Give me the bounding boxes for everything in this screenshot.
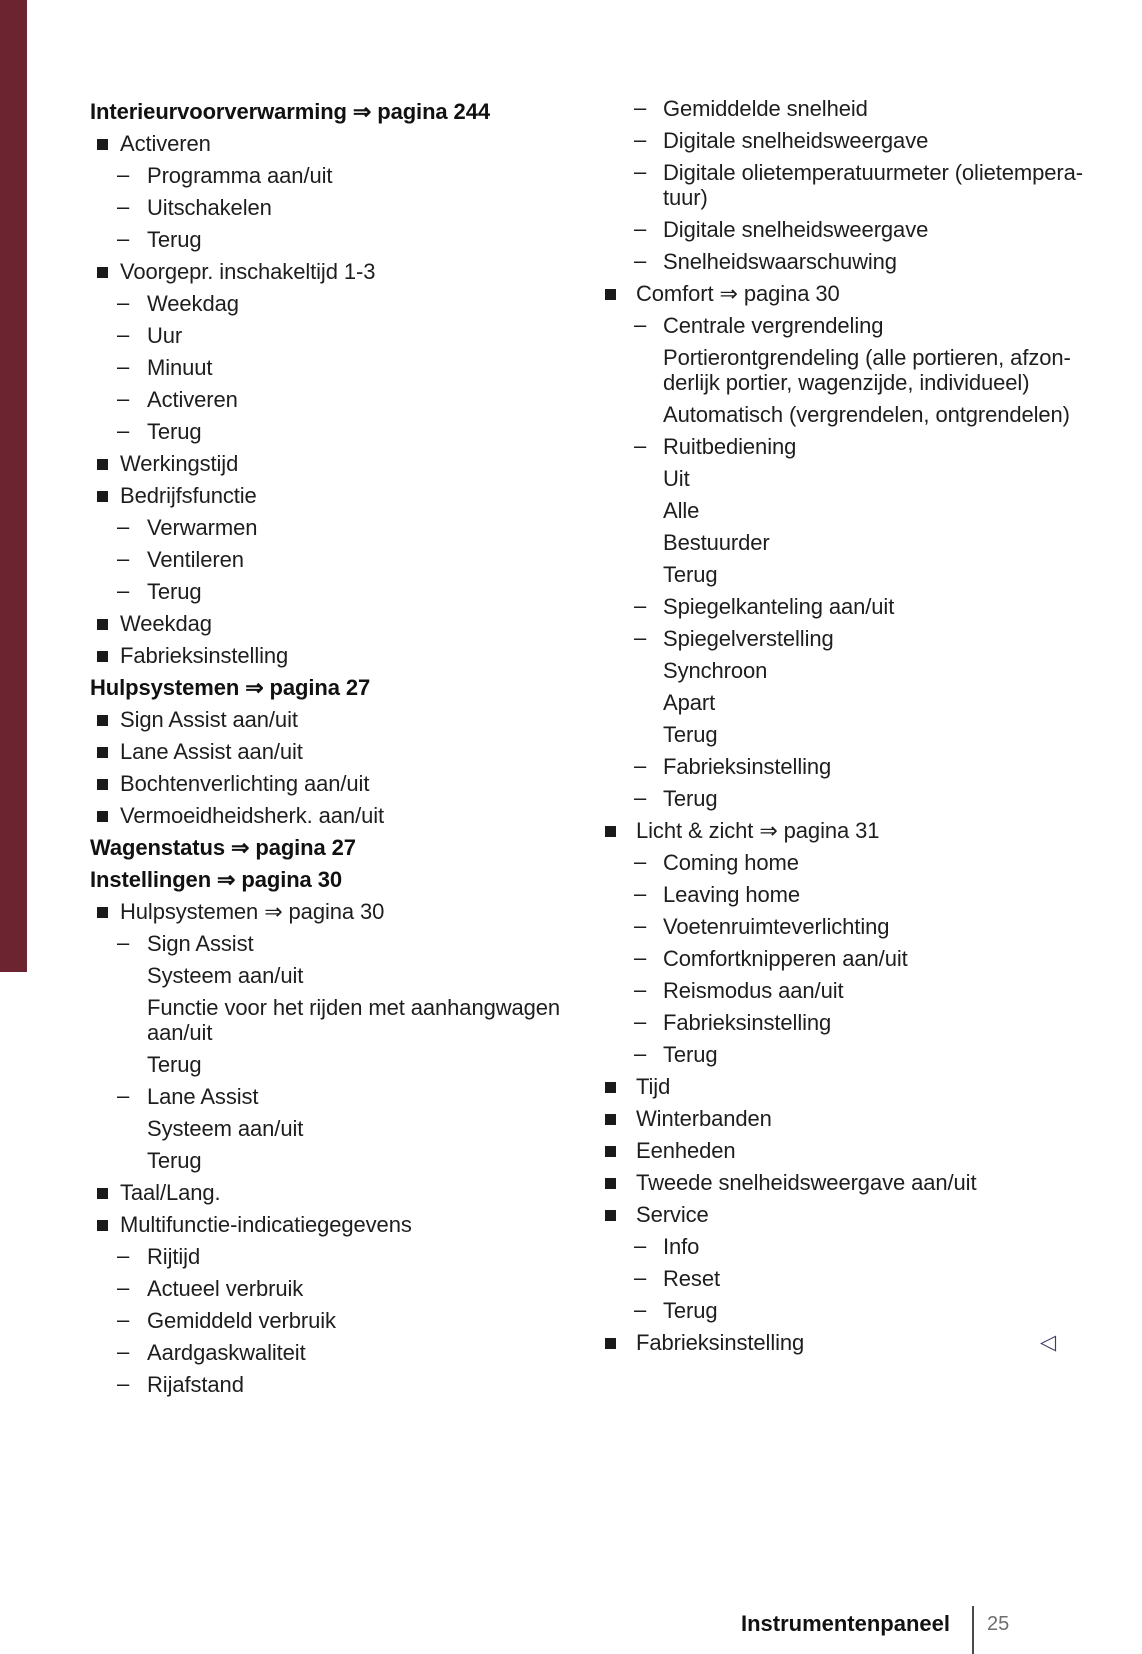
menu-item: Terug <box>147 1148 202 1173</box>
menu-item: Activeren <box>120 131 211 156</box>
bullet-icon <box>97 747 108 758</box>
bullet-icon <box>97 267 108 278</box>
menu-item: Ventileren <box>147 547 244 572</box>
section-heading: Hulpsystemen ⇒ pagina 27 <box>90 675 371 700</box>
dash-icon: – <box>634 977 647 1002</box>
dash-icon: – <box>634 312 647 337</box>
menu-item: Terug <box>147 419 202 444</box>
menu-item: Digitale snelheidsweergave <box>663 217 929 242</box>
dash-icon: – <box>117 194 130 219</box>
menu-item: Bedrijfsfunctie <box>120 483 257 508</box>
footer-section-label: Instrumentenpaneel <box>740 1611 950 1636</box>
menu-item: Gemiddeld verbruik <box>147 1308 336 1333</box>
bullet-icon <box>605 1146 616 1157</box>
menu-item: Uur <box>147 323 183 348</box>
menu-item: Multifunctie-indicatiegegevens <box>120 1212 412 1237</box>
bullet-icon <box>605 826 616 837</box>
menu-item: Programma aan/uit <box>147 163 333 188</box>
dash-icon: – <box>117 1083 130 1108</box>
dash-icon: – <box>117 290 130 315</box>
menu-item: Sign Assist <box>147 931 254 956</box>
menu-item: Minuut <box>147 355 213 380</box>
menu-item: Weekdag <box>120 611 212 636</box>
menu-item: Coming home <box>663 850 799 875</box>
menu-item: Service <box>636 1202 709 1227</box>
dash-icon: – <box>634 881 647 906</box>
menu-item: Portierontgrendeling (alle portieren, afzon- <box>663 345 1071 370</box>
menu-item: Synchroon <box>663 658 768 683</box>
bullet-icon <box>97 491 108 502</box>
bullet-icon <box>605 1114 616 1125</box>
bullet-icon <box>97 619 108 630</box>
footer-divider <box>972 1606 974 1654</box>
section-heading: Instellingen ⇒ pagina 30 <box>90 867 342 892</box>
bullet-icon <box>97 1188 108 1199</box>
menu-item: Leaving home <box>663 882 801 907</box>
menu-item: Gemiddelde snelheid <box>663 96 868 121</box>
bullet-icon <box>97 1220 108 1231</box>
menu-item: derlijk portier, wagenzijde, individueel) <box>663 370 1030 395</box>
dash-icon: – <box>634 216 647 241</box>
menu-item: Snelheidswaarschuwing <box>663 249 897 274</box>
menu-item: Terug <box>663 786 718 811</box>
menu-item: Spiegelverstelling <box>663 626 834 651</box>
dash-icon: – <box>634 1009 647 1034</box>
menu-item: Terug <box>663 1042 718 1067</box>
menu-item: Info <box>663 1234 700 1259</box>
menu-item: Digitale olietemperatuurmeter (olietempera- <box>663 160 1083 185</box>
menu-item: Lane Assist aan/uit <box>120 739 303 764</box>
dash-icon: – <box>634 95 647 120</box>
dash-icon: – <box>634 159 647 184</box>
menu-item: Hulpsystemen ⇒ pagina 30 <box>120 899 385 924</box>
dash-icon: – <box>634 248 647 273</box>
bullet-icon <box>97 779 108 790</box>
dash-icon: – <box>117 1371 130 1396</box>
dash-icon: – <box>117 514 130 539</box>
menu-item: Ruitbediening <box>663 434 797 459</box>
menu-item: Rijtijd <box>147 1244 201 1269</box>
menu-item: Lane Assist <box>147 1084 259 1109</box>
menu-item: tuur) <box>663 185 708 210</box>
dash-icon: – <box>117 418 130 443</box>
dash-icon: – <box>117 578 130 603</box>
menu-item: Fabrieksinstelling <box>120 643 289 668</box>
dash-icon: – <box>634 753 647 778</box>
dash-icon: – <box>634 785 647 810</box>
menu-item: Bochtenverlichting aan/uit <box>120 771 370 796</box>
footer-page-number: 25 <box>987 1613 1010 1635</box>
bullet-icon <box>605 1210 616 1221</box>
menu-item: Winterbanden <box>636 1106 772 1131</box>
dash-icon: – <box>634 593 647 618</box>
continuation-marker-icon: ◁ <box>1040 1331 1057 1354</box>
menu-item: Apart <box>663 690 716 715</box>
dash-icon: – <box>117 1275 130 1300</box>
dash-icon: – <box>634 913 647 938</box>
section-heading: Interieurvoorverwarming ⇒ pagina 244 <box>90 99 490 124</box>
bullet-icon <box>605 1338 616 1349</box>
menu-item: Automatisch (vergrendelen, ontgrendelen) <box>663 402 1070 427</box>
dash-icon: – <box>117 930 130 955</box>
menu-item: Uit <box>663 466 690 491</box>
menu-item: Bestuurder <box>663 530 770 555</box>
dash-icon: – <box>117 1339 130 1364</box>
dash-icon: – <box>634 625 647 650</box>
menu-item: Taal/Lang. <box>120 1180 221 1205</box>
menu-item: Systeem aan/uit <box>147 1116 304 1141</box>
dash-icon: – <box>634 849 647 874</box>
menu-item: aan/uit <box>147 1020 213 1045</box>
dash-icon: – <box>634 127 647 152</box>
menu-item: Terug <box>147 579 202 604</box>
dash-icon: – <box>634 433 647 458</box>
menu-item: Terug <box>147 1052 202 1077</box>
menu-item: Centrale vergrendeling <box>663 313 884 338</box>
menu-item: Comfortknipperen aan/uit <box>663 946 908 971</box>
menu-item: Voetenruimteverlichting <box>663 914 890 939</box>
menu-item: Fabrieksinstelling <box>636 1330 805 1355</box>
menu-item: Spiegelkanteling aan/uit <box>663 594 895 619</box>
menu-item: Actueel verbruik <box>147 1276 304 1301</box>
menu-item: Eenheden <box>636 1138 736 1163</box>
dash-icon: – <box>634 945 647 970</box>
menu-item: Functie voor het rijden met aanhangwagen <box>147 995 561 1020</box>
page-edge-bar <box>0 0 27 972</box>
menu-item: Fabrieksinstelling <box>663 1010 832 1035</box>
bullet-icon <box>605 1082 616 1093</box>
dash-icon: – <box>117 226 130 251</box>
dash-icon: – <box>634 1041 647 1066</box>
dash-icon: – <box>117 1243 130 1268</box>
menu-item: Terug <box>663 1298 718 1323</box>
menu-item: Reismodus aan/uit <box>663 978 844 1003</box>
dash-icon: – <box>634 1233 647 1258</box>
menu-item: Rijafstand <box>147 1372 244 1397</box>
menu-item: Tijd <box>636 1074 671 1099</box>
dash-icon: – <box>117 322 130 347</box>
bullet-icon <box>97 811 108 822</box>
menu-item: Weekdag <box>147 291 239 316</box>
menu-item: Terug <box>663 722 718 747</box>
menu-item: Voorgepr. inschakeltijd 1-3 <box>120 259 376 284</box>
menu-item: Digitale snelheidsweergave <box>663 128 929 153</box>
bullet-icon <box>97 459 108 470</box>
menu-item: Werkingstijd <box>120 451 239 476</box>
menu-item: Verwarmen <box>147 515 258 540</box>
menu-item: Comfort ⇒ pagina 30 <box>636 281 840 306</box>
menu-item: Aardgaskwaliteit <box>147 1340 306 1365</box>
menu-item: Fabrieksinstelling <box>663 754 832 779</box>
bullet-icon <box>97 139 108 150</box>
bullet-icon <box>97 715 108 726</box>
menu-item: Licht & zicht ⇒ pagina 31 <box>636 818 880 843</box>
menu-item: Terug <box>663 562 718 587</box>
menu-item: Reset <box>663 1266 720 1291</box>
bullet-icon <box>605 1178 616 1189</box>
dash-icon: – <box>117 354 130 379</box>
bullet-icon <box>97 907 108 918</box>
bullet-icon <box>97 651 108 662</box>
menu-item: Tweede snelheidsweergave aan/uit <box>636 1170 977 1195</box>
bullet-icon <box>605 289 616 300</box>
menu-item: Systeem aan/uit <box>147 963 304 988</box>
menu-item: Terug <box>147 227 202 252</box>
dash-icon: – <box>117 386 130 411</box>
section-heading: Wagenstatus ⇒ pagina 27 <box>90 835 356 860</box>
menu-item: Alle <box>663 498 700 523</box>
menu-item: Vermoeidheidsherk. aan/uit <box>120 803 385 828</box>
dash-icon: – <box>634 1265 647 1290</box>
dash-icon: – <box>117 1307 130 1332</box>
dash-icon: – <box>634 1297 647 1322</box>
menu-item: Uitschakelen <box>147 195 272 220</box>
menu-item: Sign Assist aan/uit <box>120 707 298 732</box>
dash-icon: – <box>117 162 130 187</box>
menu-item: Activeren <box>147 387 238 412</box>
dash-icon: – <box>117 546 130 571</box>
